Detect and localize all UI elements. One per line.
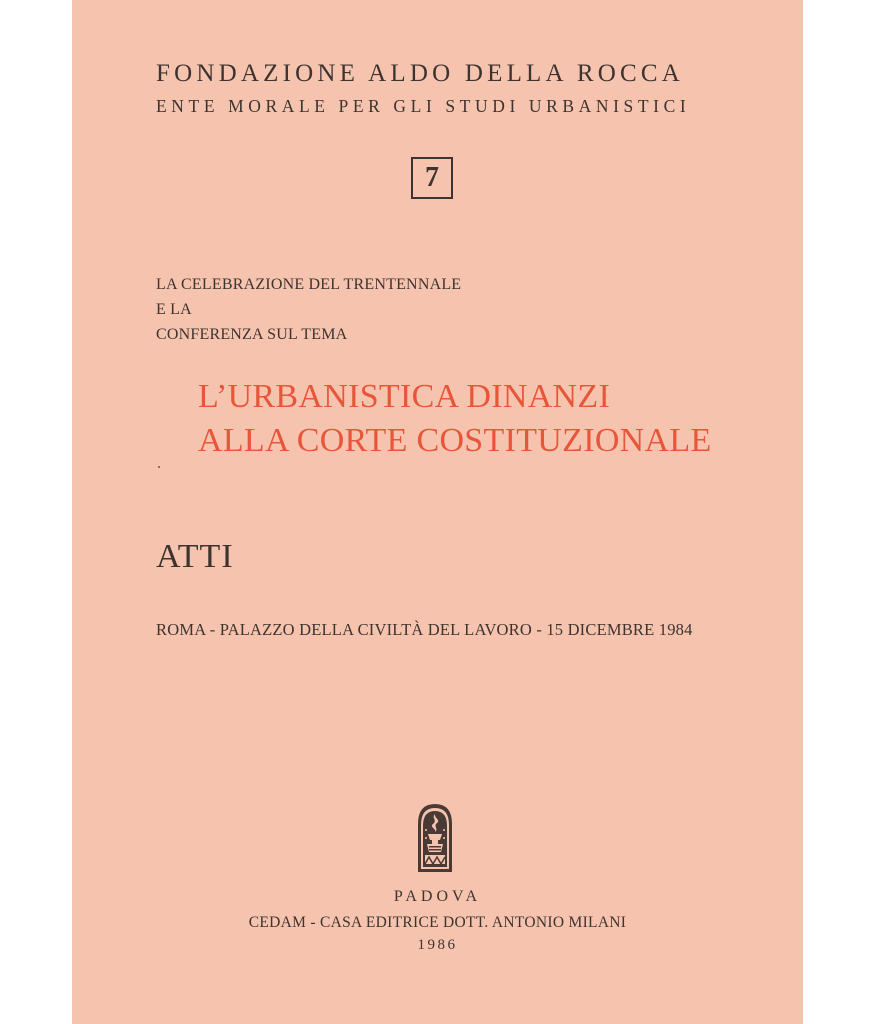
intro-line-1: LA CELEBRAZIONE DEL TRENTENNALE: [156, 276, 462, 293]
imprint-publisher: CEDAM - CASA EDITRICE DOTT. ANTONIO MILANI: [248, 914, 627, 931]
title-line-1: L’URBANISTICA DINANZI: [198, 378, 611, 415]
foundation-subtitle: ENTE MORALE PER GLI STUDI URBANISTICI: [156, 96, 691, 116]
intro-line-2: E LA: [156, 301, 192, 318]
venue-line: ROMA - PALAZZO DELLA CIVILTÀ DEL LAVORO - 15 DICEMBRE 1984: [156, 620, 693, 639]
volume-number-box: [411, 157, 453, 199]
print-speck: [158, 466, 160, 468]
foundation-name: FONDAZIONE ALDO DELLA ROCCA: [156, 60, 684, 87]
publisher-emblem-icon: [416, 802, 454, 874]
imprint-city: PADOVA: [393, 888, 482, 905]
section-label: ATTI: [156, 538, 234, 575]
book-cover: [72, 0, 803, 1024]
imprint-year: 1986: [417, 937, 458, 953]
title-line-2: ALLA CORTE COSTITUZIONALE: [198, 422, 712, 459]
volume-number: 7: [425, 162, 439, 193]
intro-line-3: CONFERENZA SUL TEMA: [156, 326, 348, 343]
